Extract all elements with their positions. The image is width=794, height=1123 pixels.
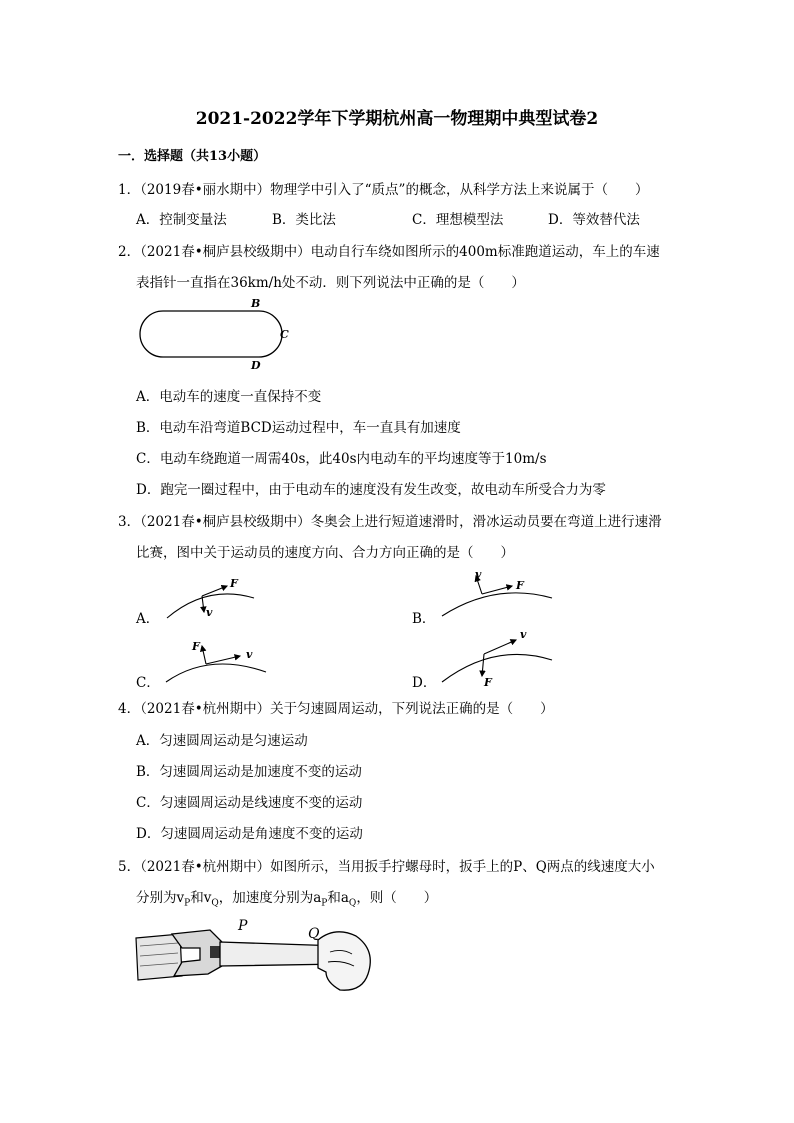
question-2-option-b[interactable]: B．电动车沿弯道BCD运动过程中，车一直具有加速度 <box>136 420 461 436</box>
figure-b-force-label: F <box>516 579 524 592</box>
figure-b <box>440 568 560 622</box>
figure-d-force-label: F <box>484 676 492 689</box>
question-1-option-b[interactable]: B．类比法 <box>272 212 336 228</box>
figure-c-velocity-arrow <box>206 656 240 664</box>
figure-c-force-arrow <box>202 646 206 664</box>
question-3-stem-line-2: 比赛，图中关于运动员的速度方向、合力方向正确的是（ ） <box>136 545 514 561</box>
figure-c-force-label: F <box>192 640 200 653</box>
track-label-c: C <box>280 328 289 341</box>
question-4-stem: 4．（2021春•杭州期中）关于匀速圆周运动，下列说法正确的是（ ） <box>118 701 554 717</box>
figure-a-force-label: F <box>230 577 238 590</box>
question-5-stem-line-1: 5．（2021春•杭州期中）如图所示，当用扳手拧螺母时，扳手上的P、Q两点的线速度大小 <box>118 859 655 875</box>
question-5-stem-line-2 <box>136 886 437 909</box>
figure-b-curve <box>442 593 552 616</box>
figure-c-curve <box>166 664 266 682</box>
subscript-p: P <box>184 898 191 909</box>
figure-c <box>164 636 274 686</box>
stem-text: ，则（ ） <box>356 890 438 906</box>
track-outline <box>140 311 282 357</box>
track-label-b: B <box>251 297 261 310</box>
track-label-d: D <box>251 359 261 372</box>
subscript-p: P <box>321 898 328 909</box>
question-3-option-a[interactable]: A． <box>136 611 160 627</box>
figure-b-velocity-label: v <box>475 568 482 581</box>
question-3-stem-line-1: 3．（2021春•桐庐县校级期中）冬奥会上进行短道速滑时，滑冰运动员要在弯道上进行速滑 <box>118 514 662 530</box>
wrench-figure <box>130 912 380 1004</box>
question-2-option-c[interactable]: C．电动车绕跑道一周需40s，此40s内电动车的平均速度等于10m/s <box>136 451 547 467</box>
question-1-option-c[interactable]: C．理想模型法 <box>412 212 504 228</box>
figure-a-velocity-arrow <box>202 596 204 612</box>
question-1-stem: 1．（2019春•丽水期中）物理学中引入了“质点”的概念，从科学方法上来说属于（ ） <box>118 182 649 198</box>
question-4-option-a[interactable]: A．匀速圆周运动是匀速运动 <box>136 733 308 749</box>
figure-d-velocity-label: v <box>520 628 527 641</box>
hand <box>318 932 370 990</box>
figure-d-velocity-arrow <box>484 640 516 654</box>
stem-text: ，加速度分别为a <box>218 890 322 906</box>
track-figure <box>130 296 300 372</box>
question-4-option-d[interactable]: D．匀速圆周运动是角速度不变的运动 <box>136 826 363 842</box>
question-2-option-a[interactable]: A．电动车的速度一直保持不变 <box>136 389 322 405</box>
subscript-q: Q <box>348 898 357 909</box>
label-p: P <box>238 918 248 934</box>
question-2-option-d[interactable]: D．跑完一圈过程中，由于电动车的速度没有发生改变，故电动车所受合力为零 <box>136 482 606 498</box>
figure-c-velocity-label: v <box>246 648 253 661</box>
question-1-option-a[interactable]: A．控制变量法 <box>136 212 227 228</box>
figure-a <box>162 574 262 624</box>
label-q: Q <box>308 926 320 942</box>
stem-text: 分别为v <box>136 890 185 906</box>
figure-a-velocity-label: v <box>206 606 213 619</box>
page-title: 2021-2022学年下学期杭州高一物理期中典型试卷2 <box>195 109 599 129</box>
question-3-option-b[interactable]: B． <box>412 611 436 627</box>
question-2-stem-line-2: 表指针一直指在36km/h处不动．则下列说法中正确的是（ ） <box>136 275 525 291</box>
section-heading: 一．选择题（共13小题） <box>118 149 267 164</box>
question-4-option-c[interactable]: C．匀速圆周运动是线速度不变的运动 <box>136 795 363 811</box>
stem-text: 和a <box>327 890 349 906</box>
question-3-option-c[interactable]: C． <box>136 675 160 691</box>
question-4-option-b[interactable]: B．匀速圆周运动是加速度不变的运动 <box>136 764 362 780</box>
figure-d <box>440 626 560 690</box>
question-1-option-d[interactable]: D．等效替代法 <box>548 212 640 228</box>
question-2-stem-line-1: 2．（2021春•桐庐县校级期中）电动自行车绕如图所示的400m标准跑道运动，车上的车速 <box>118 244 660 260</box>
figure-d-curve <box>442 654 552 682</box>
figure-d-force-arrow <box>482 654 484 676</box>
subscript-q: Q <box>211 898 219 909</box>
stem-text: 和v <box>190 890 212 906</box>
question-3-option-d[interactable]: D． <box>412 675 437 691</box>
